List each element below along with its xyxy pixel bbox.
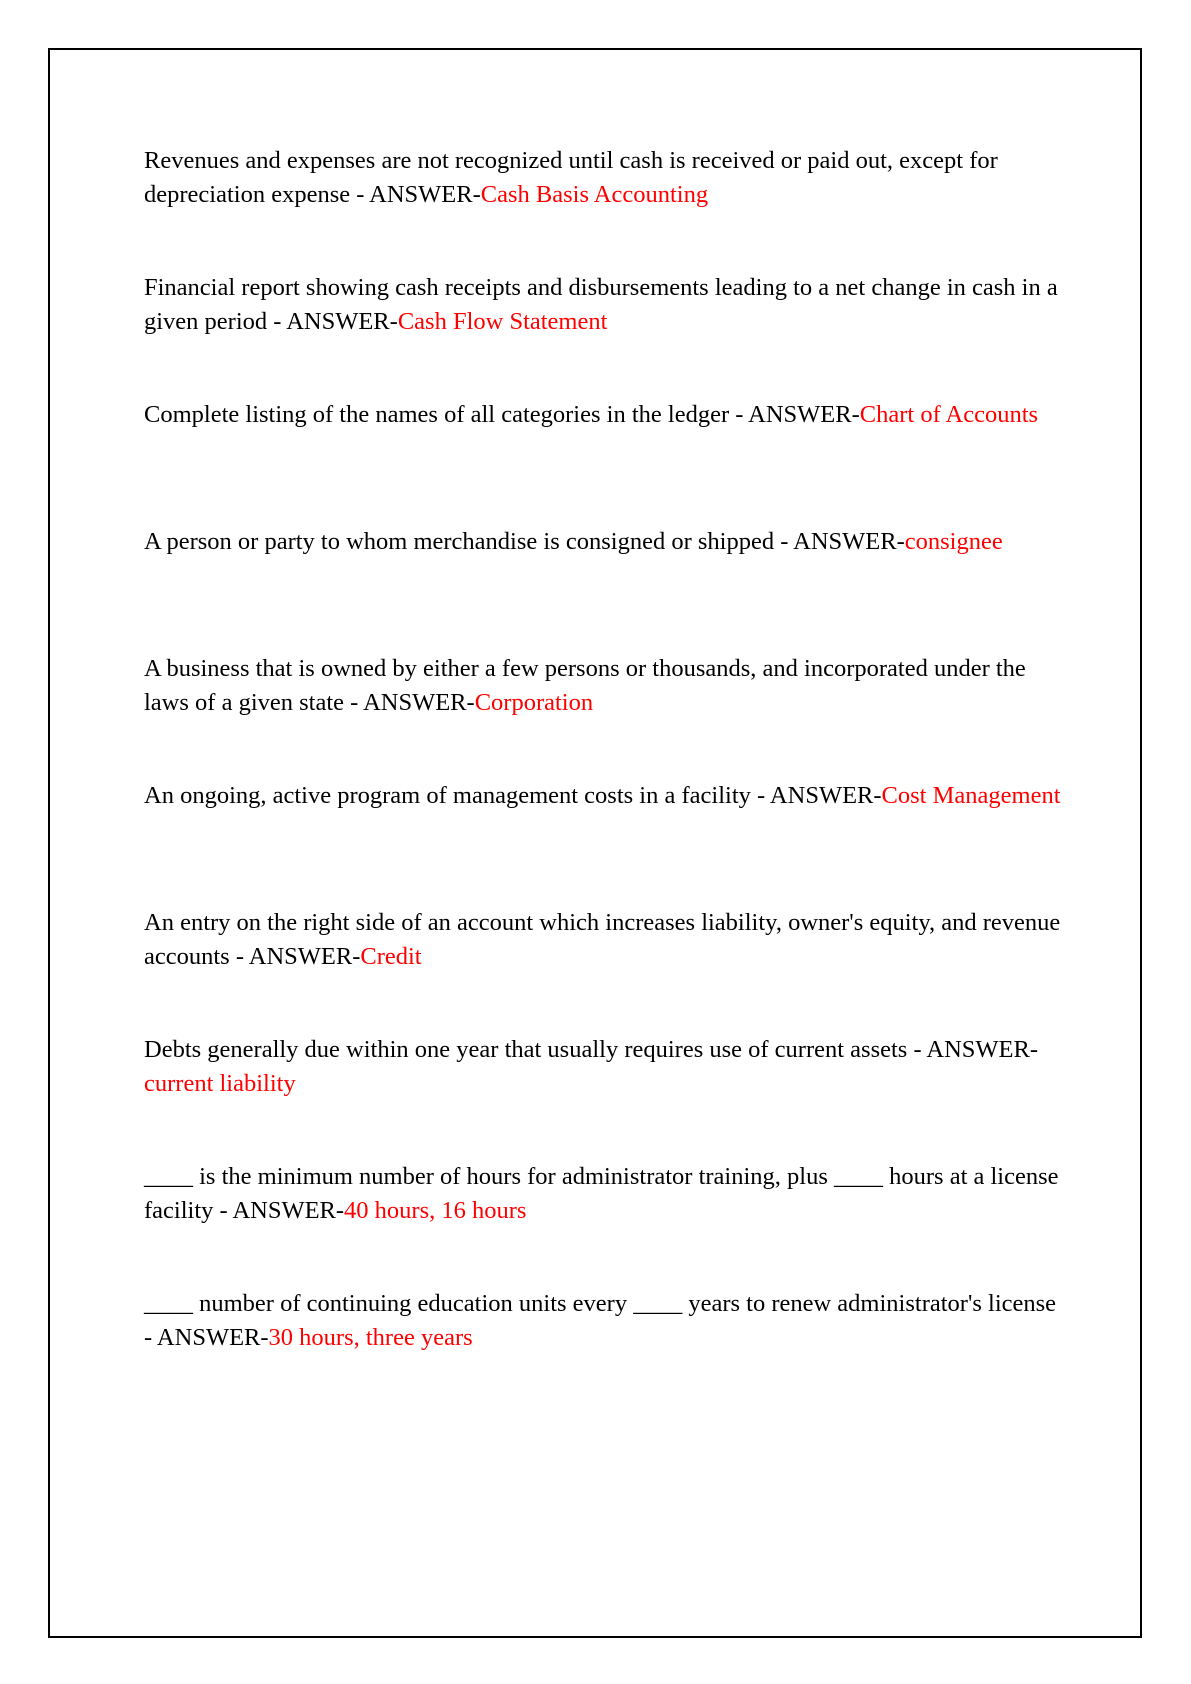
question-text: An entry on the right side of an account which increases liability, owner's equity, and revenue accounts - ANSWER-: [144, 909, 1061, 970]
answer-text: 40 hours, 16 hours: [344, 1197, 527, 1224]
answer-text: consignee: [904, 528, 1003, 555]
flashcard-item: [144, 398, 1064, 432]
flashcard-item: [144, 906, 1064, 974]
answer-text: Chart of Accounts: [859, 401, 1039, 428]
question-text: Complete listing of the names of all categories in the ledger - ANSWER-: [144, 401, 860, 428]
answer-text: Cost Management: [881, 782, 1061, 809]
flashcard-item: [144, 1033, 1064, 1101]
flashcard-item: [144, 144, 1064, 212]
question-text: Financial report showing cash receipts and disbursements leading to a net change in cash in a given period - ANSWER-: [144, 274, 1058, 335]
flashcard-item: [144, 271, 1064, 339]
flashcard-item: [144, 1287, 1064, 1355]
question-text: Debts generally due within one year that usually requires use of current assets - ANSWER-: [144, 1036, 1038, 1063]
answer-text: Cash Flow Statement: [397, 308, 608, 335]
flashcard-item: [144, 1160, 1064, 1228]
answer-text: 30 hours, three years: [268, 1324, 473, 1351]
question-text: An ongoing, active program of management costs in a facility - ANSWER-: [144, 782, 882, 809]
answer-text: current liability: [144, 1070, 296, 1097]
question-text: A person or party to whom merchandise is consigned or shipped - ANSWER-: [144, 528, 905, 555]
flashcard-item: [144, 779, 1064, 813]
flashcard-item: [144, 525, 1064, 559]
question-text: A business that is owned by either a few persons or thousands, and incorporated under the laws of a given state - ANSWER-: [144, 655, 1026, 716]
answer-text: Cash Basis Accounting: [480, 181, 709, 208]
question-text: ____ number of continuing education units every ____ years to renew administrator's license - ANSWER-: [144, 1290, 1057, 1351]
flashcard-item: [144, 652, 1064, 720]
answer-text: Corporation: [474, 689, 594, 716]
question-text: ____ is the minimum number of hours for administrator training, plus ____ hours at a license facility - ANSWER-: [144, 1163, 1059, 1224]
answer-text: Credit: [360, 943, 422, 970]
question-text: Revenues and expenses are not recognized until cash is received or paid out, except for depreciation expense - ANSWER-: [144, 147, 998, 208]
